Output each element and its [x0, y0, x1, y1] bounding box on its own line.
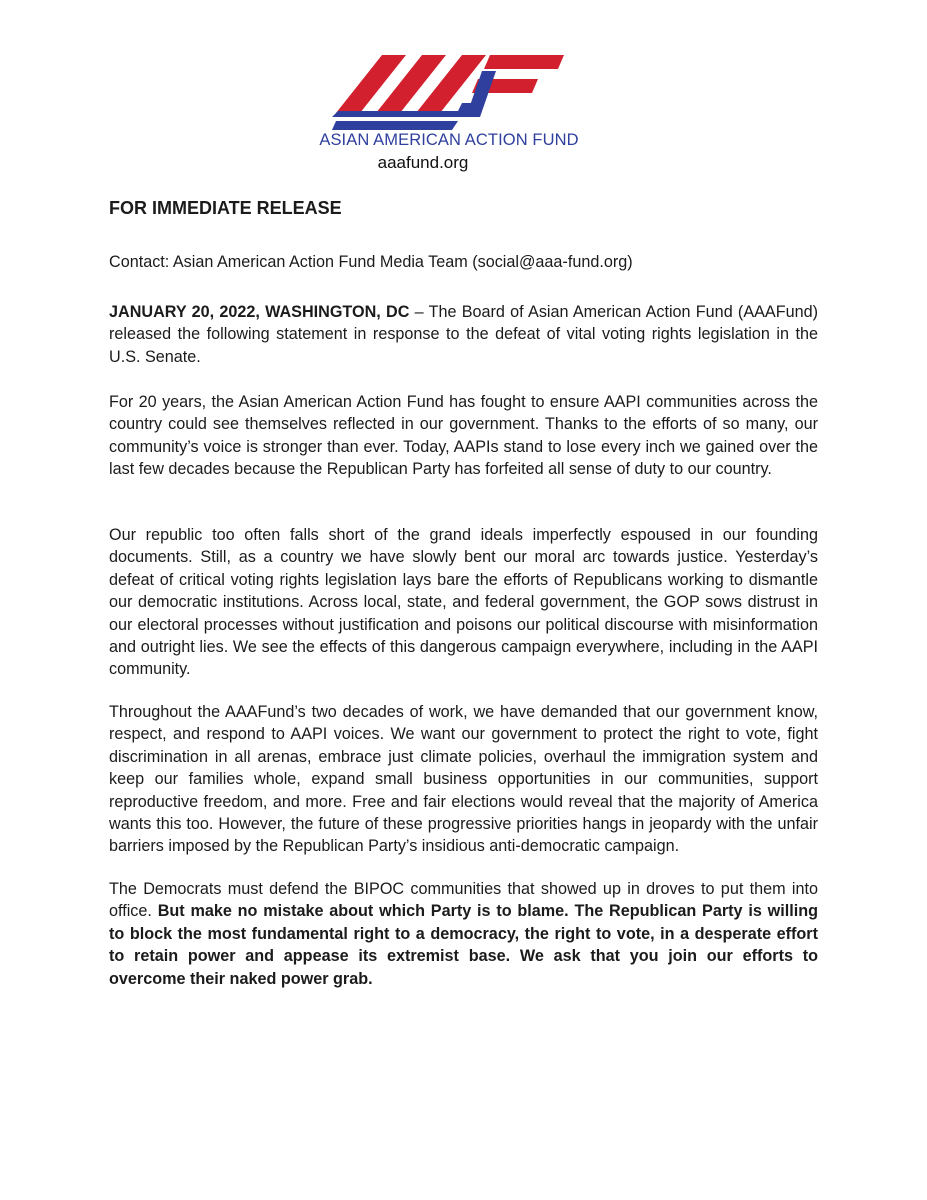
paragraph-priorities: Throughout the AAAFund’s two decades of work, we have demanded that our government know, respect, and respond to AAPI voices. We want our government to protect the right to vote, fight discrimination in all arenas, embrace just climate policies, overhaul the immigration system and keep our families whole, expand small business opportunities in our communities, support reproductive freedom, and more. Free and fair elections would reveal that the majority of America wants this too. However, the future of these progressive priorities hangs in jeopardy with the unfair barriers imposed by the Republican Party’s insidious anti-democratic campaign.: [109, 703, 818, 856]
letterhead: [0, 40, 927, 190]
logo-org-name: ASIAN AMERICAN ACTION FUND: [319, 131, 579, 149]
paragraph-closing: [109, 878, 818, 990]
aaafund-logo-mark: [332, 55, 564, 130]
logo-website[interactable]: aaafund.org: [377, 153, 469, 172]
logo-f-top-bar: [484, 55, 564, 69]
paragraph-history: For 20 years, the Asian American Action Fund has fought to ensure AAPI communities across the country could see themselves reflected in our government. Thanks to the efforts of so many, our community’s voice is stronger than ever. Today, AAPIs stand to lose every inch we gained over the last few decades because the Republican Party has forfeited all sense of duty to our country.: [109, 393, 818, 479]
release-heading: FOR IMMEDIATE RELEASE: [109, 198, 342, 218]
paragraph-republic: Our republic too often falls short of the grand ideals imperfectly espoused in our founding documents. Still, as a country we have slowly bent our moral arc towards justice. Yesterday’s defeat of critical voting rights legislation lays bare the efforts of Republicans working to dismantle our democratic institutions. Across local, state, and federal government, the GOP sows distrust in our electoral processes without justification and poisons our political discourse with misinformation and outright lies. We see the effects of this dangerous campaign everywhere, including in the AAPI community.: [109, 526, 818, 679]
logo-blue-swoosh: [332, 121, 458, 130]
paragraph-intro: [109, 301, 818, 368]
intro-text: – The Board of Asian American Action Fund (AAAFund) released the following statement in response to the defeat of vital voting rights legislation in the U.S. Senate.: [109, 303, 818, 366]
dateline: JANUARY 20, 2022, WASHINGTON, DC: [109, 303, 410, 321]
closing-text: The Democrats must defend the BIPOC communities that showed up in droves to put them into office.: [109, 880, 818, 921]
closing-bold-text: But make no mistake about which Party is to blame. The Republican Party is willing to block the most fundamental right to a democracy, the right to vote, in a desperate effort to retain power and appease its extremist base. We ask that you join our efforts to overcome their naked power grab.: [109, 902, 818, 988]
contact-line: Contact: Asian American Action Fund Media Team (social@aaa-fund.org): [109, 253, 633, 271]
logo-blue-stem: [466, 71, 496, 117]
